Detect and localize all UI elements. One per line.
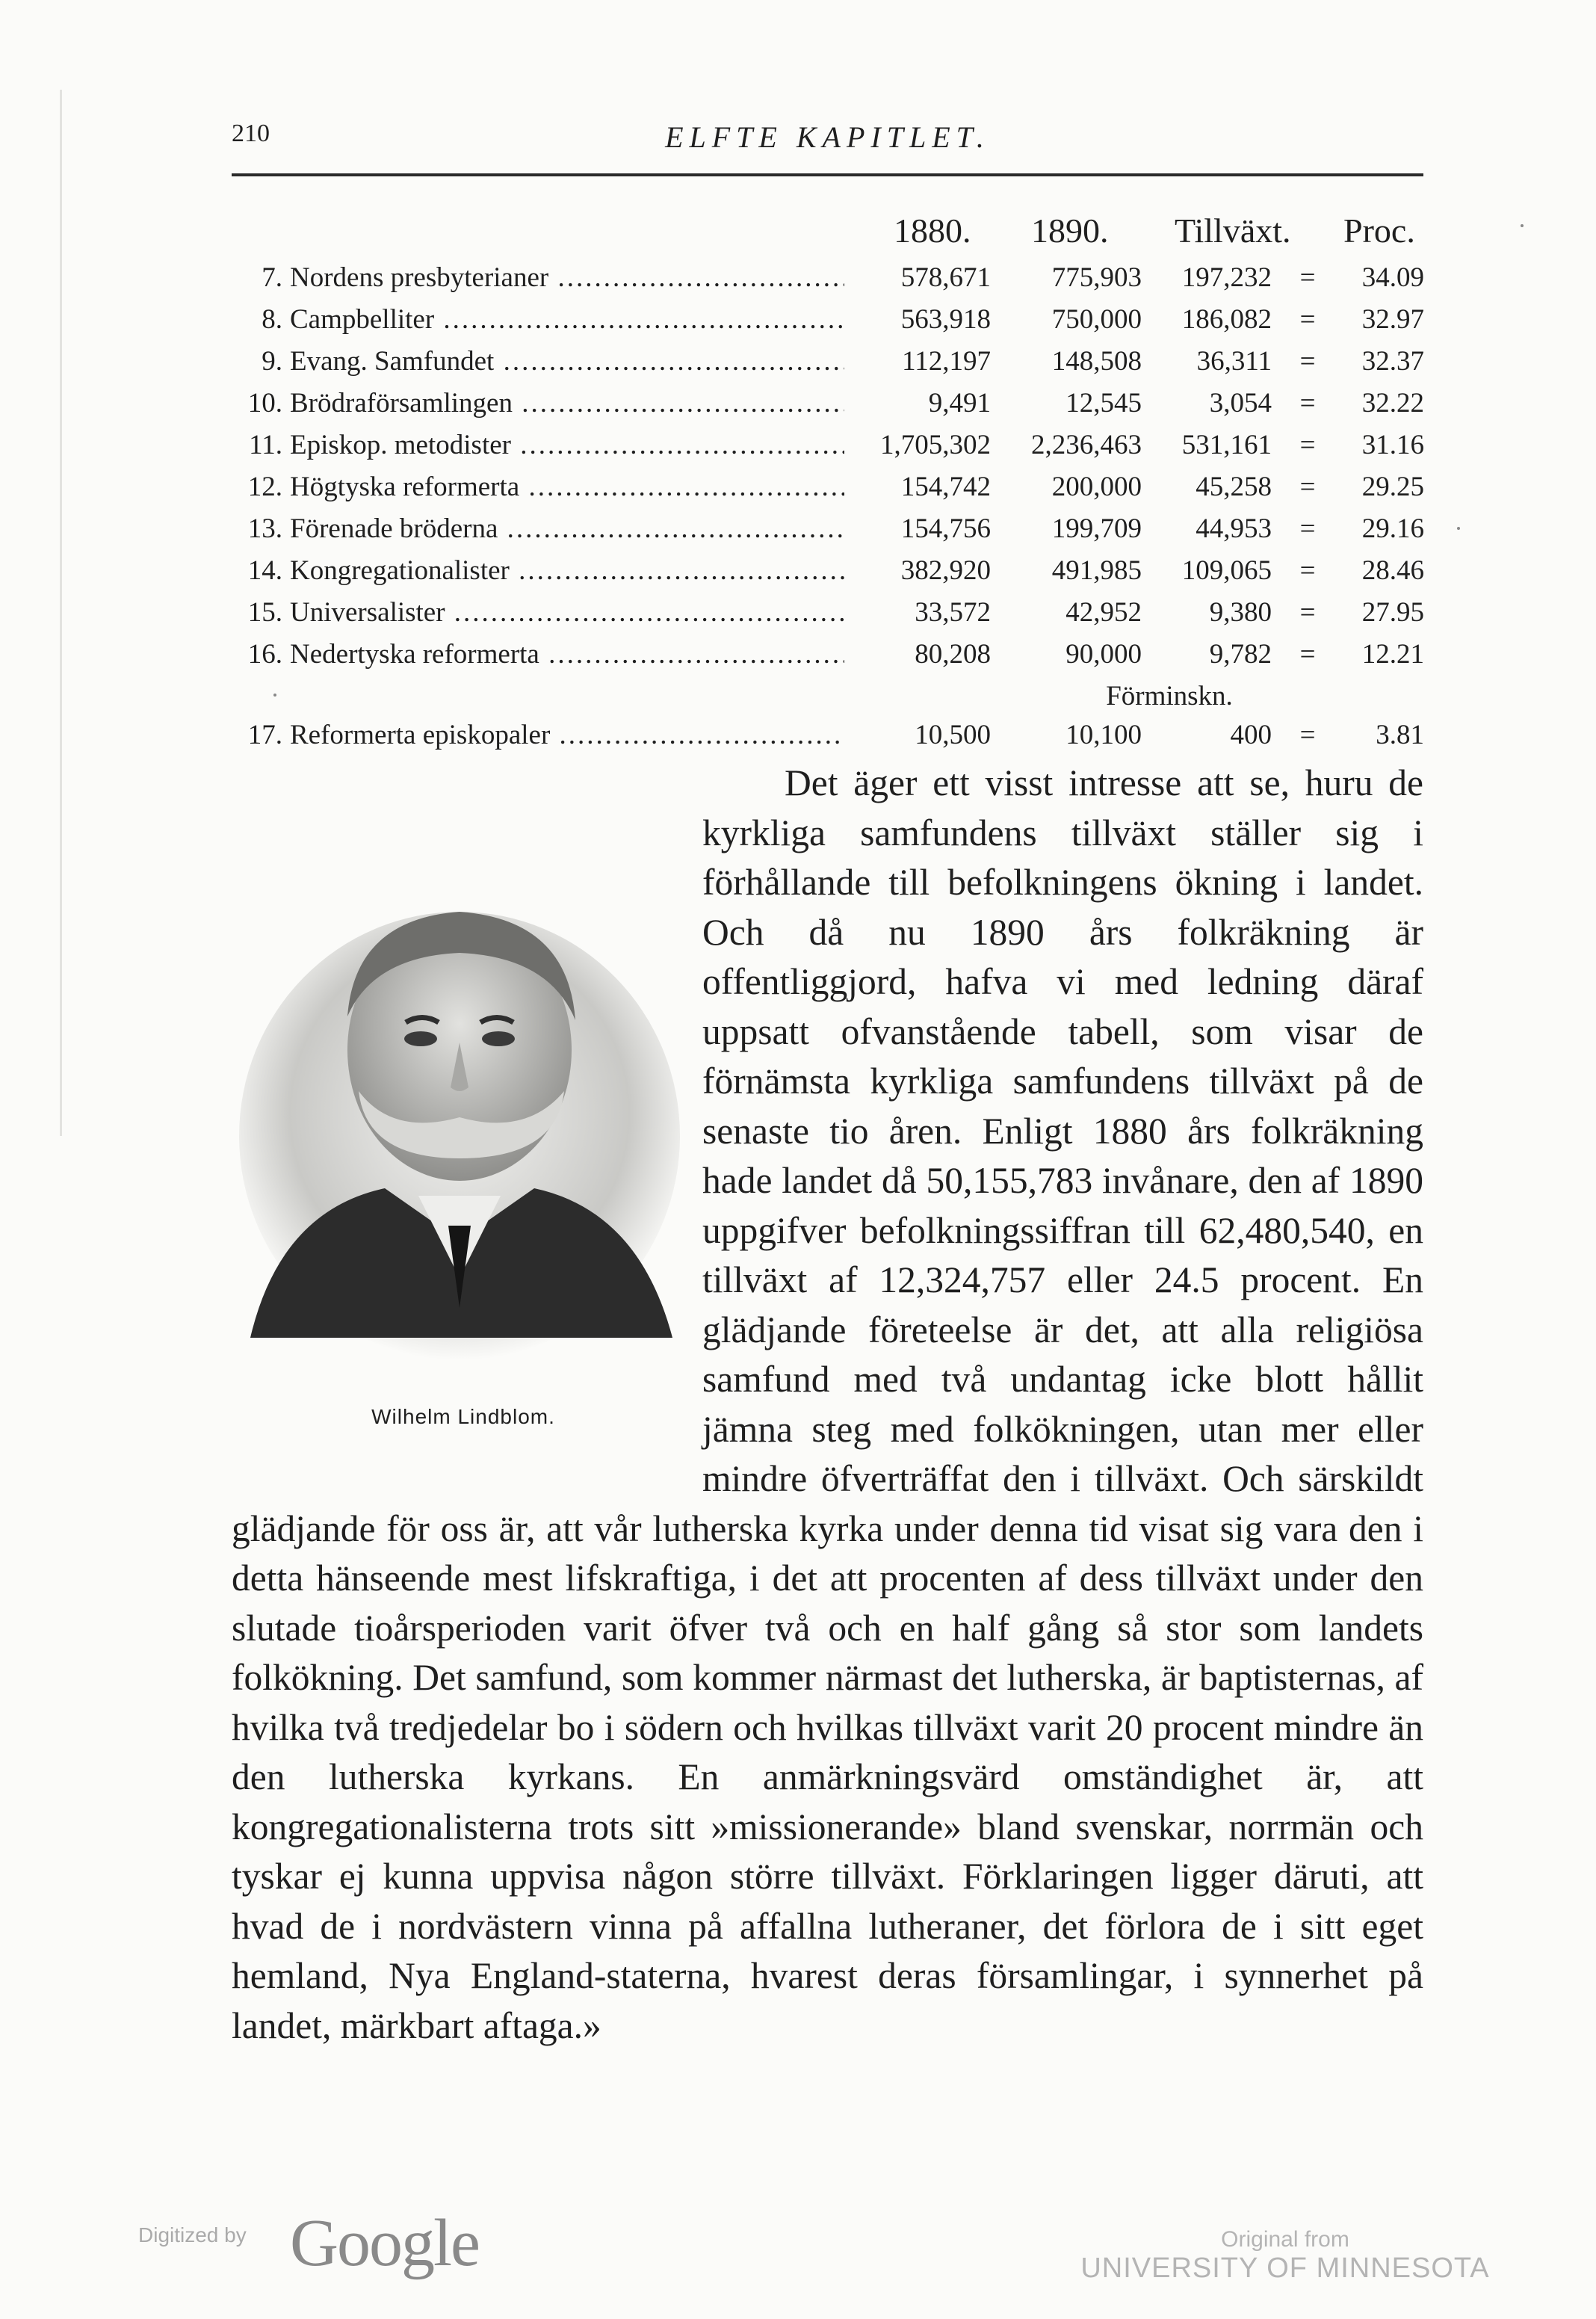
- value-growth: 9,782: [1209, 639, 1272, 670]
- row-number: 12.: [247, 472, 282, 502]
- source-attribution: [1061, 2227, 1509, 2285]
- equals-sign: =: [1299, 388, 1316, 419]
- value-1890: 199,709: [1051, 513, 1142, 544]
- denomination-name: Nordens presbyterianer .....: [290, 262, 844, 294]
- table-row: [0, 638, 1596, 679]
- row-number: 7.: [262, 262, 282, 293]
- value-1890: 148,508: [1051, 346, 1142, 377]
- value-percent: 32.97: [1361, 304, 1424, 335]
- original-from-label: Original from: [1221, 2227, 1349, 2252]
- equals-sign: =: [1299, 720, 1316, 750]
- value-1880: 80,208: [915, 639, 991, 670]
- value-growth: 45,258: [1196, 472, 1272, 502]
- table-row: [0, 262, 1596, 302]
- header-rule: [232, 173, 1423, 176]
- table-row: [0, 387, 1596, 427]
- value-percent: 29.25: [1361, 472, 1424, 502]
- table-row: [0, 596, 1596, 637]
- value-1890: 750,000: [1051, 304, 1142, 335]
- table-row: [0, 471, 1596, 511]
- institution-name: UNIVERSITY OF MINNESOTA: [1080, 2252, 1490, 2284]
- value-1880: 10,500: [915, 720, 991, 750]
- equals-sign: =: [1299, 304, 1316, 335]
- value-percent: 32.37: [1361, 346, 1424, 377]
- value-1890: 200,000: [1051, 472, 1142, 502]
- denomination-name: Högtyska reformerta .....: [290, 471, 844, 503]
- page-number: 210: [232, 120, 270, 147]
- table-row: [0, 429, 1596, 469]
- equals-sign: =: [1299, 346, 1316, 377]
- row-number: 14.: [247, 555, 282, 586]
- value-1890: 90,000: [1065, 639, 1142, 670]
- value-1880: 112,197: [902, 346, 991, 377]
- equals-sign: =: [1299, 430, 1316, 460]
- page-header: [232, 120, 1423, 172]
- portrait-image: [235, 889, 684, 1360]
- value-growth: 36,311: [1196, 346, 1272, 377]
- denomination-name: Kongregationalister .....: [290, 555, 844, 587]
- value-1880: 154,742: [900, 472, 991, 502]
- value-percent: 32.22: [1361, 388, 1424, 419]
- value-percent: 34.09: [1361, 262, 1424, 293]
- row-number: 13.: [247, 513, 282, 544]
- row-number: 16.: [247, 639, 282, 670]
- column-header-1890: 1890.: [1031, 211, 1109, 250]
- row-number: 8.: [262, 304, 282, 335]
- column-header-percent: Proc.: [1343, 211, 1415, 250]
- denomination-name: Episkop. metodister .....: [290, 429, 844, 461]
- table-row: [0, 719, 1596, 759]
- value-growth: 531,161: [1181, 430, 1272, 460]
- decrease-label: Förminskn.: [1106, 681, 1233, 711]
- body-paragraph: Det äger ett visst intresse att se, huru de kyrkliga samfundens tillväxt ställer sig i förhållande till befolkningens ökning i landet. Och då nu 1890 års folkräkning är offentliggjord, hafva vi med ledning däraf uppsatt ofvanstående tabell, som visar de förnämsta kyrkliga samfundens tillväxt på de senaste tio åren. Enligt 1880 års folkräkning hade landet då 50,155,783 invånare, den af 1890 uppgifver befolkningssiffran till 62,480,540, en tillväxt af 12,324,757 eller 24.5 procent. En glädjande företeelse är det, att alla religiösa samfund med två undantag icke blott hållit jämna steg med folkökningen, utan mer eller mindre öfverträffat den i tillväxt. Och särskildt glädjande för oss är, att vår lutherska kyrka under denna tid visat sig vara den i detta hänseende mest lifskraftiga, i det att procenten af dess tillväxt under den slutade tioårsperioden varit öfver två och en half gång så stor som landets folkökning. Det samfund, som kommer närmast det lutherska, är baptisternas, af hvilka två tredjedelar bo i södern och hvilkas tillväxt varit 20 procent mindre än den lutherska kyrkans. En anmärkningsvärd omständighet är, att kongregationalisterna trots sitt »missionerande» bland svenskar, norrmän och tyskar ej kunna uppvisa någon större tillväxt. Förklaringen ligger däruti, att hvad de i nordvästern vinna på affallna lutheraner, det förlora de i sitt eget hemland, Nya England-staterna, hvarest deras församlingar, i synnerhet på landet, märkbart aftaga.»: [232, 762, 1423, 2046]
- equals-sign: =: [1299, 639, 1316, 670]
- denomination-name: Förenade bröderna .....: [290, 513, 844, 545]
- value-growth: 44,953: [1196, 513, 1272, 544]
- value-percent: 28.46: [1361, 555, 1424, 586]
- row-number: 9.: [262, 346, 282, 377]
- value-1880: 9,491: [928, 388, 991, 419]
- value-percent: 12.21: [1361, 639, 1424, 670]
- value-1880: 563,918: [900, 304, 991, 335]
- value-growth: 9,380: [1209, 597, 1272, 628]
- value-growth: 197,232: [1181, 262, 1272, 293]
- row-number: 10.: [247, 388, 282, 419]
- equals-sign: =: [1299, 555, 1316, 586]
- denomination-name: Reformerta episkopaler .....: [290, 719, 844, 751]
- denomination-name: Universalister .....: [290, 596, 844, 629]
- equals-sign: =: [1299, 513, 1316, 544]
- value-1890: 10,100: [1065, 720, 1142, 750]
- value-1890: 491,985: [1051, 555, 1142, 586]
- scan-speck: [273, 694, 276, 697]
- value-1890: 12,545: [1065, 388, 1142, 419]
- value-1880: 33,572: [915, 597, 991, 628]
- table-row: [0, 345, 1596, 386]
- column-header-1880: 1880.: [894, 211, 971, 250]
- row-number: 17.: [247, 720, 282, 750]
- value-1880: 578,671: [900, 262, 991, 293]
- google-logo: Google: [290, 2206, 479, 2280]
- value-percent: 29.16: [1361, 513, 1424, 544]
- denomination-name: Brödraförsamlingen .....: [290, 387, 844, 419]
- value-1890: 42,952: [1065, 597, 1142, 628]
- denomination-name: Campbelliter .....: [290, 303, 844, 336]
- equals-sign: =: [1299, 472, 1316, 502]
- denomination-name: Evang. Samfundet .....: [290, 345, 844, 377]
- value-percent: 27.95: [1361, 597, 1424, 628]
- value-1890: 2,236,463: [1031, 430, 1142, 460]
- value-growth: 109,065: [1181, 555, 1272, 586]
- value-growth: 3,054: [1209, 388, 1272, 419]
- table-row: [0, 513, 1596, 553]
- value-growth: 186,082: [1181, 304, 1272, 335]
- table-row: [0, 303, 1596, 344]
- scan-speck: [1457, 527, 1460, 530]
- equals-sign: =: [1299, 597, 1316, 628]
- value-1880: 1,705,302: [880, 430, 991, 460]
- table-row: [0, 555, 1596, 595]
- value-1890: 775,903: [1051, 262, 1142, 293]
- value-1880: 382,920: [900, 555, 991, 586]
- column-header-growth: Tillväxt.: [1175, 211, 1291, 250]
- row-number: 11.: [249, 430, 282, 460]
- value-percent: 31.16: [1361, 430, 1424, 460]
- scan-speck: [1521, 224, 1524, 227]
- value-percent: 3.81: [1376, 720, 1424, 750]
- value-growth: 400: [1230, 720, 1272, 750]
- equals-sign: =: [1299, 262, 1316, 293]
- running-head: ELFTE KAPITLET.: [665, 120, 990, 154]
- row-number: 15.: [247, 597, 282, 628]
- figure-caption: Wilhelm Lindblom.: [371, 1405, 555, 1428]
- digitized-by-label: Digitized by: [138, 2223, 247, 2247]
- denomination-name: Nedertyska reformerta .....: [290, 638, 844, 670]
- value-1880: 154,756: [900, 513, 991, 544]
